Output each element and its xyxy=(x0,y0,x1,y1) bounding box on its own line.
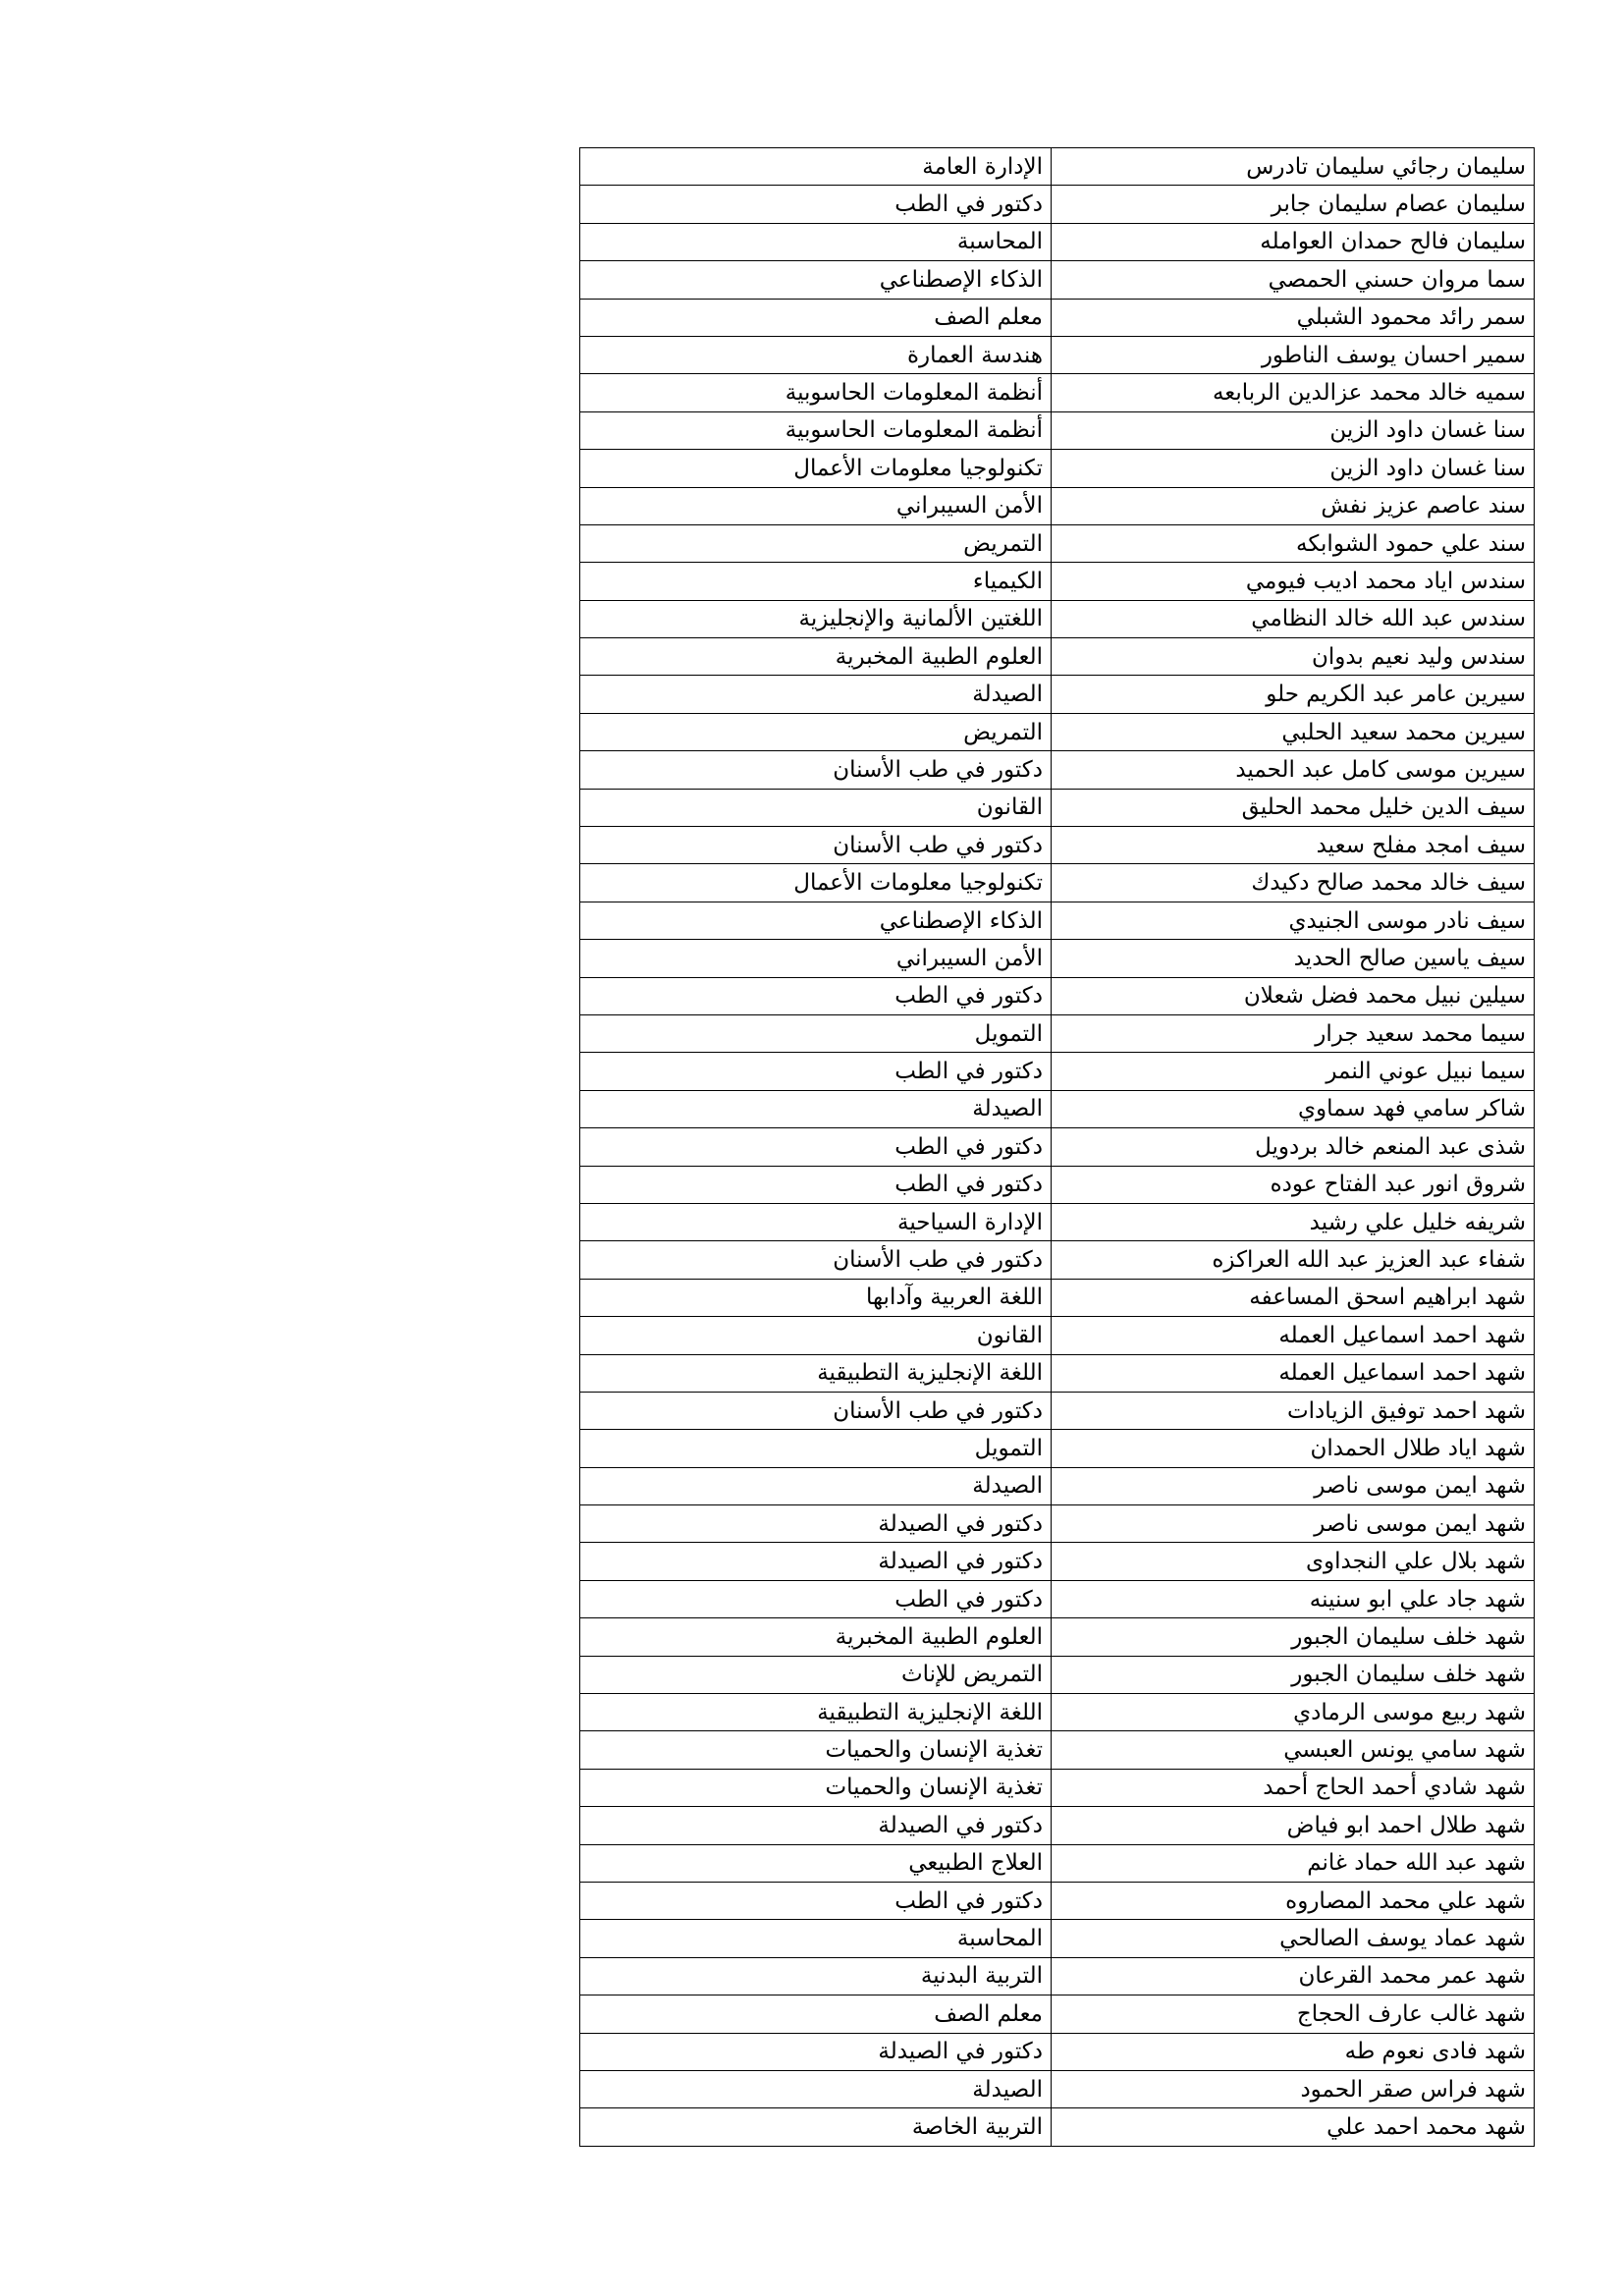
student-name-cell: سمير احسان يوسف الناطور xyxy=(1052,336,1535,373)
student-name-cell: سيف امجد مفلح سعيد xyxy=(1052,827,1535,864)
student-name-cell: شهد عبد الله حماد غانم xyxy=(1052,1844,1535,1882)
major-cell: الصيدلة xyxy=(580,2070,1052,2107)
table-row xyxy=(580,600,1535,637)
table-body xyxy=(580,148,1535,2147)
student-name-cell: شهد جاد علي ابو سنينه xyxy=(1052,1580,1535,1617)
major-cell: اللغة العربية وآدابها xyxy=(580,1279,1052,1316)
student-name-cell: شريفه خليل علي رشيد xyxy=(1052,1203,1535,1240)
table-row xyxy=(580,1090,1535,1127)
table-row xyxy=(580,1014,1535,1052)
table-row xyxy=(580,223,1535,260)
table-row xyxy=(580,751,1535,789)
table-row xyxy=(580,1128,1535,1166)
major-cell: العلوم الطبية المخبرية xyxy=(580,638,1052,676)
student-name-cell: شهد غالب عارف الحجاج xyxy=(1052,1995,1535,2033)
table-row xyxy=(580,1203,1535,1240)
student-name-cell: شهد اياد طلال الحمدان xyxy=(1052,1430,1535,1467)
major-cell: العلاج الطبيعي xyxy=(580,1844,1052,1882)
table-row xyxy=(580,940,1535,977)
major-cell: دكتور في الصيدلة xyxy=(580,2033,1052,2070)
student-name-cell: شذى عبد المنعم خالد بردويل xyxy=(1052,1128,1535,1166)
table-row xyxy=(580,299,1535,336)
table-row xyxy=(580,1317,1535,1354)
major-cell: القانون xyxy=(580,1317,1052,1354)
students-table xyxy=(579,147,1535,2147)
major-cell: دكتور في الطب xyxy=(580,1128,1052,1166)
student-name-cell: سيرين موسى كامل عبد الحميد xyxy=(1052,751,1535,789)
student-name-cell: سليمان فالح حمدان العوامله xyxy=(1052,223,1535,260)
table-row xyxy=(580,1957,1535,1995)
student-name-cell: سيما نبيل عوني النمر xyxy=(1052,1053,1535,1090)
major-cell: أنظمة المعلومات الحاسوبية xyxy=(580,411,1052,449)
student-name-cell: سيرين عامر عبد الكريم حلو xyxy=(1052,676,1535,713)
major-cell: الصيدلة xyxy=(580,676,1052,713)
major-cell: تغذية الإنسان والحميات xyxy=(580,1769,1052,1806)
table-row xyxy=(580,1543,1535,1580)
major-cell: دكتور في الطب xyxy=(580,186,1052,223)
table-row xyxy=(580,1995,1535,2033)
major-cell: أنظمة المعلومات الحاسوبية xyxy=(580,374,1052,411)
table-row xyxy=(580,411,1535,449)
major-cell: الإدارة العامة xyxy=(580,148,1052,186)
student-name-cell: سما مروان حسني الحمصي xyxy=(1052,261,1535,299)
student-name-cell: سليمان عصام سليمان جابر xyxy=(1052,186,1535,223)
table-row xyxy=(580,902,1535,939)
student-name-cell: شهد احمد اسماعيل العمله xyxy=(1052,1354,1535,1392)
major-cell: تكنولوجيا معلومات الأعمال xyxy=(580,864,1052,902)
major-cell: دكتور في طب الأسنان xyxy=(580,751,1052,789)
major-cell: دكتور في الطب xyxy=(580,977,1052,1014)
table-row xyxy=(580,977,1535,1014)
major-cell: دكتور في طب الأسنان xyxy=(580,827,1052,864)
student-name-cell: شهد عمر محمد القرعان xyxy=(1052,1957,1535,1995)
major-cell: دكتور في الصيدلة xyxy=(580,1543,1052,1580)
student-name-cell: سيف الدين خليل محمد الحليق xyxy=(1052,789,1535,826)
student-name-cell: سيف خالد محمد صالح دكيدك xyxy=(1052,864,1535,902)
major-cell: المحاسبة xyxy=(580,1920,1052,1957)
student-name-cell: سندس اياد محمد اديب فيومي xyxy=(1052,563,1535,600)
student-name-cell: شفاء عبد العزيز عبد الله العراكزه xyxy=(1052,1241,1535,1279)
table-row xyxy=(580,336,1535,373)
student-name-cell: شهد محمد احمد علي xyxy=(1052,2108,1535,2146)
major-cell: دكتور في الصيدلة xyxy=(580,1505,1052,1543)
table-row xyxy=(580,827,1535,864)
student-name-cell: شهد ربيع موسى الرمادي xyxy=(1052,1694,1535,1731)
student-name-cell: شهد ايمن موسى ناصر xyxy=(1052,1467,1535,1504)
student-name-cell: سليمان رجائي سليمان تادرس xyxy=(1052,148,1535,186)
table-row xyxy=(580,148,1535,186)
table-row xyxy=(580,1618,1535,1656)
student-name-cell: سند علي حمود الشوابكه xyxy=(1052,524,1535,562)
table-row xyxy=(580,524,1535,562)
table-row xyxy=(580,1694,1535,1731)
major-cell: الأمن السيبراني xyxy=(580,487,1052,524)
table-row xyxy=(580,789,1535,826)
table-row xyxy=(580,1844,1535,1882)
table-row xyxy=(580,1467,1535,1504)
table-row xyxy=(580,2070,1535,2107)
major-cell: التمريض للإناث xyxy=(580,1656,1052,1693)
student-name-cell: شهد شادي أحمد الحاج أحمد xyxy=(1052,1769,1535,1806)
student-name-cell: سندس وليد نعيم بدوان xyxy=(1052,638,1535,676)
major-cell: الصيدلة xyxy=(580,1090,1052,1127)
table-row xyxy=(580,1769,1535,1806)
table-row xyxy=(580,1166,1535,1203)
table-row xyxy=(580,487,1535,524)
student-name-cell: سنا غسان داود الزين xyxy=(1052,450,1535,487)
major-cell: معلم الصف xyxy=(580,1995,1052,2033)
student-name-cell: سيما محمد سعيد جرار xyxy=(1052,1014,1535,1052)
student-name-cell: شهد فراس صقر الحمود xyxy=(1052,2070,1535,2107)
major-cell: الكيمياء xyxy=(580,563,1052,600)
major-cell: اللغتين الألمانية والإنجليزية xyxy=(580,600,1052,637)
table-row xyxy=(580,1656,1535,1693)
major-cell: التمريض xyxy=(580,713,1052,750)
table-row xyxy=(580,1920,1535,1957)
table-row xyxy=(580,1354,1535,1392)
table-row xyxy=(580,261,1535,299)
table-row xyxy=(580,1882,1535,1919)
student-name-cell: شهد خلف سليمان الجبور xyxy=(1052,1656,1535,1693)
major-cell: اللغة الإنجليزية التطبيقية xyxy=(580,1354,1052,1392)
student-name-cell: شهد طلال احمد ابو فياض xyxy=(1052,1807,1535,1844)
major-cell: المحاسبة xyxy=(580,223,1052,260)
student-name-cell: شهد علي محمد المصاروه xyxy=(1052,1882,1535,1919)
table-row xyxy=(580,2033,1535,2070)
table-row xyxy=(580,1279,1535,1316)
major-cell: دكتور في الطب xyxy=(580,1166,1052,1203)
major-cell: دكتور في الصيدلة xyxy=(580,1807,1052,1844)
table-row xyxy=(580,374,1535,411)
table-row xyxy=(580,450,1535,487)
table-row xyxy=(580,1505,1535,1543)
table-row xyxy=(580,1241,1535,1279)
table-row xyxy=(580,676,1535,713)
table-row xyxy=(580,1580,1535,1617)
major-cell: دكتور في طب الأسنان xyxy=(580,1241,1052,1279)
major-cell: دكتور في الطب xyxy=(580,1053,1052,1090)
table-row xyxy=(580,1430,1535,1467)
major-cell: معلم الصف xyxy=(580,299,1052,336)
student-name-cell: شهد احمد توفيق الزيادات xyxy=(1052,1392,1535,1429)
student-name-cell: شروق انور عبد الفتاح عوده xyxy=(1052,1166,1535,1203)
student-name-cell: سمر رائد محمود الشبلي xyxy=(1052,299,1535,336)
major-cell: الذكاء الإصطناعي xyxy=(580,902,1052,939)
major-cell: التربية البدنية xyxy=(580,1957,1052,1995)
student-name-cell: شهد سامي يونس العبسي xyxy=(1052,1731,1535,1769)
major-cell: التمويل xyxy=(580,1430,1052,1467)
major-cell: التربية الخاصة xyxy=(580,2108,1052,2146)
student-name-cell: سندس عبد الله خالد النظامي xyxy=(1052,600,1535,637)
major-cell: تغذية الإنسان والحميات xyxy=(580,1731,1052,1769)
student-name-cell: شاكر سامي فهد سماوي xyxy=(1052,1090,1535,1127)
student-name-cell: شهد فادى نعوم طه xyxy=(1052,2033,1535,2070)
major-cell: الصيدلة xyxy=(580,1467,1052,1504)
student-name-cell: سميه خالد محمد عزالدين الربابعه xyxy=(1052,374,1535,411)
major-cell: التمريض xyxy=(580,524,1052,562)
major-cell: التمويل xyxy=(580,1014,1052,1052)
table-row xyxy=(580,186,1535,223)
table-row xyxy=(580,864,1535,902)
table-row xyxy=(580,638,1535,676)
major-cell: دكتور في الطب xyxy=(580,1882,1052,1919)
major-cell: الذكاء الإصطناعي xyxy=(580,261,1052,299)
major-cell: العلوم الطبية المخبرية xyxy=(580,1618,1052,1656)
student-name-cell: شهد احمد اسماعيل العمله xyxy=(1052,1317,1535,1354)
major-cell: دكتور في الطب xyxy=(580,1580,1052,1617)
student-name-cell: شهد عماد يوسف الصالحي xyxy=(1052,1920,1535,1957)
table-row xyxy=(580,1731,1535,1769)
student-name-cell: سيف ياسين صالح الحديد xyxy=(1052,940,1535,977)
table-row xyxy=(580,1053,1535,1090)
table-row xyxy=(580,713,1535,750)
student-name-cell: شهد ابراهيم اسحق المساعفه xyxy=(1052,1279,1535,1316)
student-name-cell: شهد خلف سليمان الجبور xyxy=(1052,1618,1535,1656)
table-row xyxy=(580,1807,1535,1844)
major-cell: الإدارة السياحية xyxy=(580,1203,1052,1240)
student-name-cell: شهد بلال علي النجداوى xyxy=(1052,1543,1535,1580)
major-cell: اللغة الإنجليزية التطبيقية xyxy=(580,1694,1052,1731)
major-cell: دكتور في طب الأسنان xyxy=(580,1392,1052,1429)
major-cell: تكنولوجيا معلومات الأعمال xyxy=(580,450,1052,487)
student-name-cell: سيف نادر موسى الجنيدي xyxy=(1052,902,1535,939)
table-row xyxy=(580,563,1535,600)
student-name-cell: سند عاصم عزيز نفش xyxy=(1052,487,1535,524)
major-cell: الأمن السيبراني xyxy=(580,940,1052,977)
student-name-cell: سيلين نبيل محمد فضل شعلان xyxy=(1052,977,1535,1014)
student-name-cell: شهد ايمن موسى ناصر xyxy=(1052,1505,1535,1543)
table-row xyxy=(580,1392,1535,1429)
major-cell: القانون xyxy=(580,789,1052,826)
student-name-cell: سنا غسان داود الزين xyxy=(1052,411,1535,449)
major-cell: هندسة العمارة xyxy=(580,336,1052,373)
table-row xyxy=(580,2108,1535,2146)
student-name-cell: سيرين محمد سعيد الحلبي xyxy=(1052,713,1535,750)
